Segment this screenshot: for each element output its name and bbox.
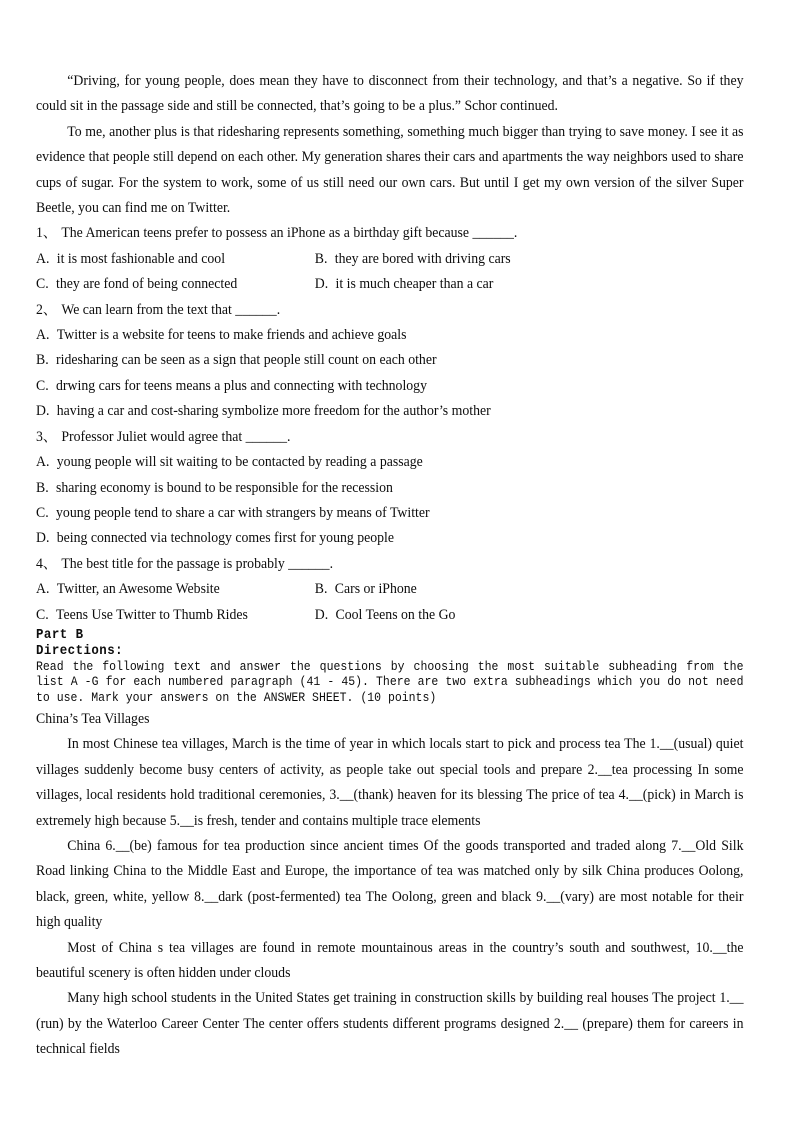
option-1b-letter: B. (314, 250, 328, 267)
option-4d-letter: D. (314, 606, 329, 623)
question-4-stem-text: The best title for the passage is probably ______. (61, 555, 334, 572)
question-4-options-row-1 (36, 577, 743, 602)
option-1a (36, 247, 315, 272)
question-2 (36, 298, 743, 425)
question-1-options-row-2 (36, 272, 743, 297)
question-1-options-row-1 (36, 247, 743, 272)
option-1d (315, 272, 744, 297)
option-1d-text: it is much cheaper than a car (335, 276, 494, 293)
option-3d (36, 526, 743, 551)
option-1c-letter: C. (36, 276, 49, 293)
option-3c-letter: C. (36, 504, 49, 521)
option-3a-text: young people will sit waiting to be contacted by reading a passage (56, 454, 423, 471)
question-2-stem (36, 298, 743, 323)
option-4b (315, 577, 744, 602)
option-2a (36, 323, 743, 348)
question-2-number: 2、 (36, 301, 57, 318)
option-4a (36, 577, 315, 602)
question-1-stem-text: The American teens prefer to possess an iPhone as a birthday gift because ______. (61, 225, 518, 242)
question-3-stem (36, 425, 743, 450)
question-1-number: 1、 (36, 225, 57, 242)
text-column (36, 69, 743, 1063)
question-3-number: 3、 (36, 428, 57, 445)
question-2-stem-text: We can learn from the text that ______. (61, 301, 281, 318)
option-3b (36, 476, 743, 501)
option-4c-text: Teens Use Twitter to Thumb Rides (56, 606, 248, 623)
option-4c (36, 603, 315, 628)
option-1c (36, 272, 315, 297)
part-b-label: Part B (36, 627, 84, 643)
option-1d-letter: D. (314, 276, 329, 293)
option-3d-text: being connected via technology comes first for young people (56, 530, 395, 547)
cloze-paragraph-4: Many high school students in the United States get training in construction skills by building real houses The project 1.__ (run) by the Waterloo Career Center The center offers students different programs designed 2.__ (prepare) them for careers in technical fields (36, 990, 744, 1058)
part-b-section (36, 628, 743, 707)
option-2b (36, 348, 743, 373)
question-4-stem (36, 552, 743, 577)
option-3b-letter: B. (36, 479, 49, 496)
option-1b-text: they are bored with driving cars (334, 250, 511, 267)
option-2a-text: Twitter is a website for teens to make friends and achieve goals (56, 327, 407, 344)
option-4b-text: Cars or iPhone (334, 581, 417, 598)
option-2c-text: drwing cars for teens means a plus and connecting with technology (56, 377, 427, 394)
option-4a-text: Twitter, an Awesome Website (56, 581, 220, 598)
option-1b (315, 247, 744, 272)
intro-paragraph-2: To me, another plus is that ridesharing represents something, something much bigger than trying to save money. I see it as evidence that people still depend on each other. My generation shares their cars and apartments the way neighbors used to share cups of sugar. For the system to work, some of us still need our own cars. But until I get my own version of the silver Super Beetle, you can find me on Twitter. (36, 123, 744, 217)
option-2a-letter: A. (36, 327, 50, 344)
directions-text: Read the following text and answer the questions by choosing the most suitable subheading from the list A -G for each numbered paragraph (41 - 45). There are two extra subheadings which you do not need to use. Mark your answers on the ANSWER SHEET. (10 points) (36, 659, 744, 706)
question-4-options-row-2 (36, 603, 743, 628)
option-2d-letter: D. (36, 403, 50, 420)
passage-title: China’s Tea Villages (36, 710, 150, 727)
option-2b-letter: B. (36, 352, 49, 369)
option-1a-letter: A. (36, 250, 50, 267)
question-3-stem-text: Professor Juliet would agree that ______. (61, 428, 291, 445)
option-2c-letter: C. (36, 377, 49, 394)
option-3a (36, 450, 743, 475)
option-1c-text: they are fond of being connected (56, 276, 238, 293)
option-4b-letter: B. (314, 581, 328, 598)
question-4 (36, 552, 743, 628)
question-1-stem (36, 221, 743, 246)
option-3a-letter: A. (36, 454, 50, 471)
option-2c (36, 374, 743, 399)
question-4-number: 4、 (36, 555, 57, 572)
option-3c (36, 501, 743, 526)
option-4a-letter: A. (36, 581, 50, 598)
option-3c-text: young people tend to share a car with strangers by means of Twitter (56, 504, 430, 521)
option-3d-letter: D. (36, 530, 50, 547)
cloze-paragraph-3: Most of China s tea villages are found in remote mountainous areas in the country’s south and southwest, 10.__the beautiful scenery is often hidden under clouds (36, 939, 744, 981)
cloze-paragraph-2: China 6.__(be) famous for tea production since ancient times Of the goods transported and traded along 7.__Old Silk Road linking China to the Middle East and Europe, the importance of tea was matched only by silk China produces Oolong, black, green, white, yellow 8.__dark (post-fermented) tea The Oolong, green and black 9.__(vary) are most notable for their high quality (36, 837, 744, 931)
option-2b-text: ridesharing can be seen as a sign that people still count on each other (56, 352, 437, 369)
option-4d (315, 603, 744, 628)
question-3 (36, 425, 743, 552)
option-2d-text: having a car and cost-sharing symbolize more freedom for the author’s mother (56, 403, 491, 420)
question-1 (36, 221, 743, 297)
cloze-paragraph-1: In most Chinese tea villages, March is the time of year in which locals start to pick and process tea The 1.__(usual) quiet villages suddenly become busy centers of activity, as people take out special tools and prepare 2.__tea processing In some villages, local residents hold traditional ceremonies, 3.__(thank) heaven for its blessing The price of tea 4.__(pick) in March is extremely high because 5.__is fresh, tender and contains multiple trace elements (36, 736, 744, 829)
option-3b-text: sharing economy is bound to be responsible for the recession (56, 479, 393, 496)
option-2d (36, 399, 743, 424)
directions-label: Directions: (36, 643, 124, 659)
option-4c-letter: C. (36, 606, 49, 623)
option-1a-text: it is most fashionable and cool (56, 250, 226, 267)
intro-paragraph-1: “Driving, for young people, does mean they have to disconnect from their technology, and that’s a negative. So if they could sit in the passage side and still be connected, that’s going to be a plus.” Schor continued. (36, 73, 744, 115)
option-4d-text: Cool Teens on the Go (335, 606, 456, 623)
